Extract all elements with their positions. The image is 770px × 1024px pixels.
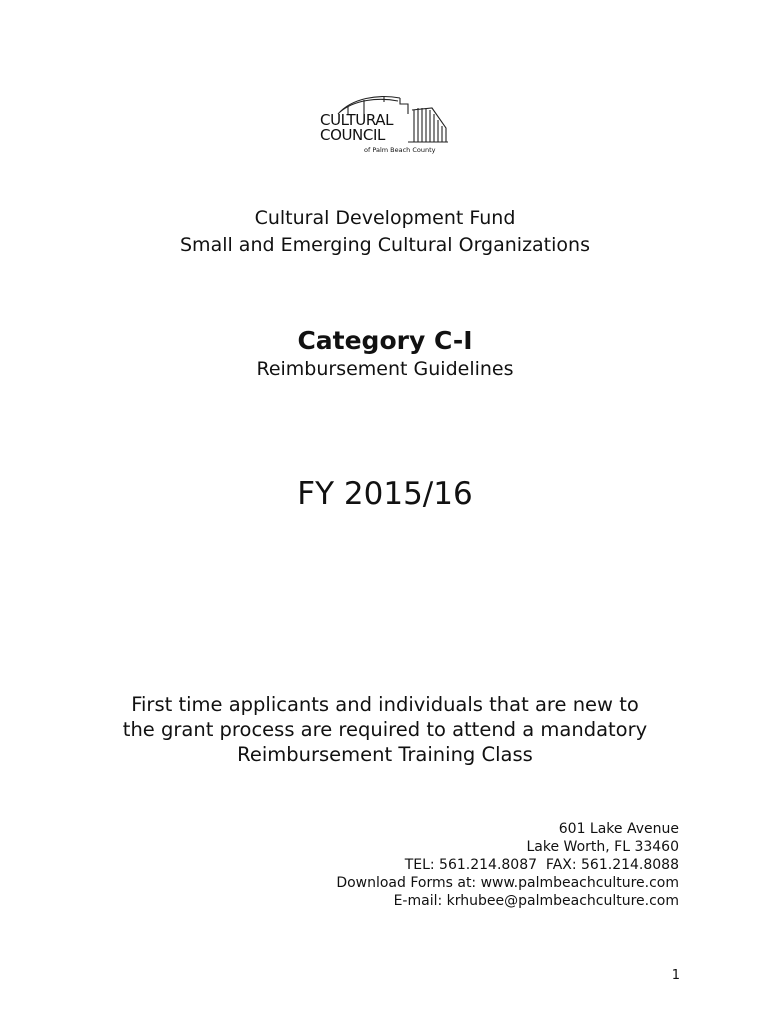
page-number: 1 <box>671 968 680 983</box>
logo-line-1: CULTURAL <box>320 111 394 129</box>
category-subheading: Reimbursement Guidelines <box>256 358 514 380</box>
cultural-council-logo <box>318 92 452 158</box>
fiscal-year: FY 2015/16 <box>297 476 473 512</box>
category-heading: Category C-I <box>297 326 473 355</box>
fund-title <box>0 205 770 259</box>
fund-title-line-2: Small and Emerging Cultural Organizations <box>180 234 590 256</box>
address-forms-link: Download Forms at: www.palmbeachculture.com <box>336 875 679 891</box>
address-phone-fax: TEL: 561.214.8087 FAX: 561.214.8088 <box>404 857 679 873</box>
address-city: Lake Worth, FL 33460 <box>526 839 679 855</box>
logo-tagline: of Palm Beach County <box>364 146 436 154</box>
training-notice <box>85 692 685 767</box>
notice-line-1: First time applicants and individuals that are new to <box>131 693 639 716</box>
contact-address <box>336 820 679 910</box>
address-street: 601 Lake Avenue <box>558 821 679 837</box>
logo-line-2: COUNCIL <box>320 126 385 144</box>
notice-line-3: Reimbursement Training Class <box>237 743 533 766</box>
notice-line-2: the grant process are required to attend a mandatory <box>122 718 648 741</box>
fund-title-line-1: Cultural Development Fund <box>254 207 516 229</box>
address-email: E-mail: krhubee@palmbeachculture.com <box>393 893 679 909</box>
